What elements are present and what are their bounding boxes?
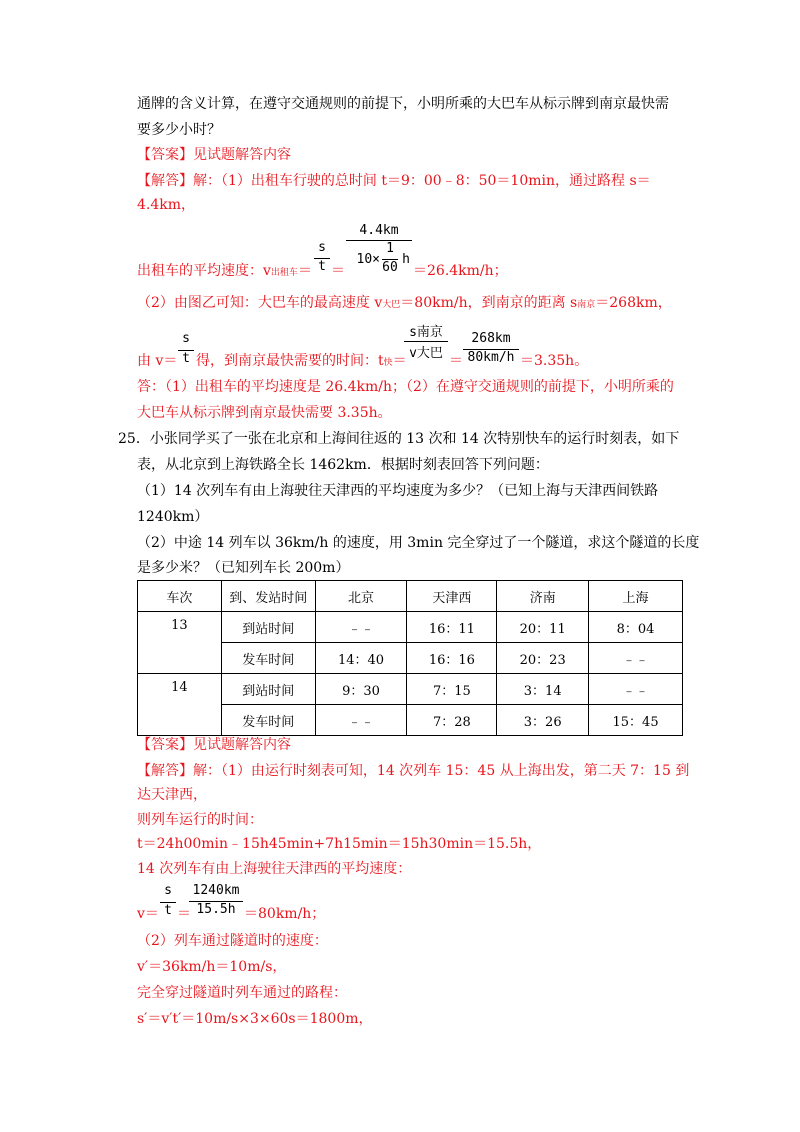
fraction-numerator: 268km — [471, 331, 511, 346]
intro-line-1: 通牌的含义计算，在遵守交通规则的前提下，小明所乘的大巴车从标示牌到南京最快需 — [137, 96, 669, 112]
fraction-numerator: s — [164, 883, 172, 898]
q24-avg-speed-result: ＝26.4km/h； — [413, 263, 508, 279]
q25-question-line-5: （2）中途 14 列车以 36km/h 的速度，用 3min 完全穿过了一个隧道，求这个隧道的长度 — [137, 535, 700, 551]
fraction-numerator: s南京 — [409, 325, 443, 340]
table-header-cell: 北京 — [315, 581, 407, 612]
subscript: 南京 — [577, 300, 596, 310]
train-number-cell: 14 — [138, 674, 222, 736]
q25-question-line-3: （1）14 次列车有由上海驶往天津西的平均速度为多少？（已知上海与天津西间铁路 — [137, 483, 659, 499]
table-cell: 3：26 — [497, 705, 589, 736]
table-cell: 16：11 — [407, 612, 497, 643]
q25-solution-line-1: 【解答】解：（1）由运行时刻表可知，14 次列车 15：45 从上海出发，第二天 7：15 到 — [137, 763, 690, 779]
q24-part2-line: （2）由图乙可知：大巴车的最高速度 v大巴＝80km/h，到南京的距离 s南京＝268km， — [137, 295, 672, 311]
q25-question-line-4: 1240km） — [137, 509, 209, 525]
train-number-cell: 13 — [138, 612, 222, 674]
equals-sign: ＝ — [331, 263, 345, 279]
q24-time-label-start: 由 v＝ — [137, 353, 178, 369]
table-cell: 3：14 — [497, 674, 589, 705]
fraction-denominator: v大巴 — [409, 346, 443, 361]
subscript: 快 — [383, 358, 393, 368]
table-cell: 20：23 — [497, 643, 589, 674]
fraction-denominator: 10× — [356, 252, 380, 267]
table-cell: 7：15 — [407, 674, 497, 705]
q24-solution-line-2: 4.4km， — [137, 197, 196, 213]
q25-question-line-6: 是多少米？（已知列车长 200m） — [137, 560, 350, 576]
q25-speed-result: ＝80km/h； — [244, 906, 326, 922]
inner-fraction-numerator: 1 — [386, 241, 394, 256]
intro-line-2: 要多少小时？ — [137, 122, 221, 138]
q24-conclusion-line-2: 大巴车从标示牌到南京最快需要 3.35h。 — [137, 405, 392, 421]
q24-solution-line-1: 【解答】解：（1）出租车行驶的总时间 t＝9：00﹣8：50＝10min，通过路程 s＝ — [137, 173, 651, 189]
table-cell: 14：40 — [315, 643, 407, 674]
table-cell: 到站时间 — [221, 612, 315, 643]
q25-solution-line-8: 完全穿过隧道时列车通过的路程： — [137, 985, 347, 1001]
unit-label: h — [402, 252, 410, 267]
q25-solution-line-9: s′＝v′t′＝10m/s×3×60s＝1800m， — [137, 1011, 373, 1027]
table-header-cell: 到、发站时间 — [221, 581, 315, 612]
q25-question-line-2: 表，从北京到上海铁路全长 1462km．根据时刻表回答下列问题： — [137, 457, 549, 473]
fraction-numerator: 4.4km — [359, 223, 399, 238]
table-row — [138, 674, 683, 705]
fraction-denominator: t — [164, 903, 172, 918]
table-header-row — [138, 581, 683, 612]
q24-time-result: ＝3.35h。 — [520, 353, 589, 369]
table-row — [138, 612, 683, 643]
table-header-cell: 上海 — [589, 581, 683, 612]
q25-solution-line-5: 14 次列车有由上海驶往天津西的平均速度： — [137, 861, 412, 877]
q25-solution-line-6: （2）列车通过隧道时的速度： — [137, 933, 328, 949]
q25-speed-prefix: v＝ — [137, 906, 159, 922]
equals-sign: ＝ — [177, 906, 191, 922]
q24-avg-speed-label: 出租车的平均速度：v出租车＝ — [137, 263, 312, 279]
table-cell: ﹣﹣ — [589, 643, 683, 674]
table-header-cell: 天津西 — [407, 581, 497, 612]
fraction-bar — [346, 240, 412, 241]
fraction-denominator: 15.5h — [196, 902, 236, 917]
subscript: 大巴 — [382, 300, 401, 310]
table-cell: 15：45 — [589, 705, 683, 736]
table-header-cell: 车次 — [138, 581, 222, 612]
q24-time-label-middle: 得，到南京最快需要的时间：t快＝ — [196, 353, 407, 369]
table-cell: 7：28 — [407, 705, 497, 736]
timetable — [137, 580, 683, 736]
fraction-denominator: 80km/h — [467, 350, 515, 365]
fraction-numerator: s — [318, 240, 326, 255]
q24-answer-tag: 【答案】见试题解答内容 — [137, 147, 291, 163]
q24-conclusion-line-1: 答：（1）出租车的平均速度是 26.4km/h；（2）在遵守交通规则的前提下，小明所乘的 — [137, 379, 674, 395]
table-cell: 20：11 — [497, 612, 589, 643]
table-header-cell: 济南 — [497, 581, 589, 612]
table-cell: 发车时间 — [221, 705, 315, 736]
table-cell: 8：04 — [589, 612, 683, 643]
table-cell: 到站时间 — [221, 674, 315, 705]
table-cell: ﹣﹣ — [315, 705, 407, 736]
q25-solution-line-7: v′＝36km/h＝10m/s， — [137, 959, 287, 975]
inner-fraction-denominator: 60 — [382, 260, 398, 275]
fraction-numerator: 1240km — [192, 883, 240, 898]
equals-sign: ＝ — [449, 353, 463, 369]
table-cell: ﹣﹣ — [315, 612, 407, 643]
q25-solution-line-2: 达天津西， — [137, 787, 207, 803]
table-cell: 发车时间 — [221, 643, 315, 674]
fraction-denominator: t — [182, 351, 190, 366]
q25-question-line-1: 25．小张同学买了一张在北京和上海间往返的 13 次和 14 次特别快车的运行时刻表，如下 — [118, 431, 680, 447]
q25-answer-tag: 【答案】见试题解答内容 — [137, 737, 291, 753]
table-cell: 9：30 — [315, 674, 407, 705]
q25-solution-line-3: 则列车运行的时间： — [137, 812, 263, 828]
fraction-denominator: t — [318, 259, 326, 274]
fraction-numerator: s — [182, 331, 190, 346]
table-cell: 16：16 — [407, 643, 497, 674]
subscript: 出租车 — [270, 268, 298, 278]
q25-solution-line-4: t＝24h00min﹣15h45min+7h15min＝15h30min＝15.5h， — [137, 836, 542, 852]
table-cell: ﹣﹣ — [589, 674, 683, 705]
